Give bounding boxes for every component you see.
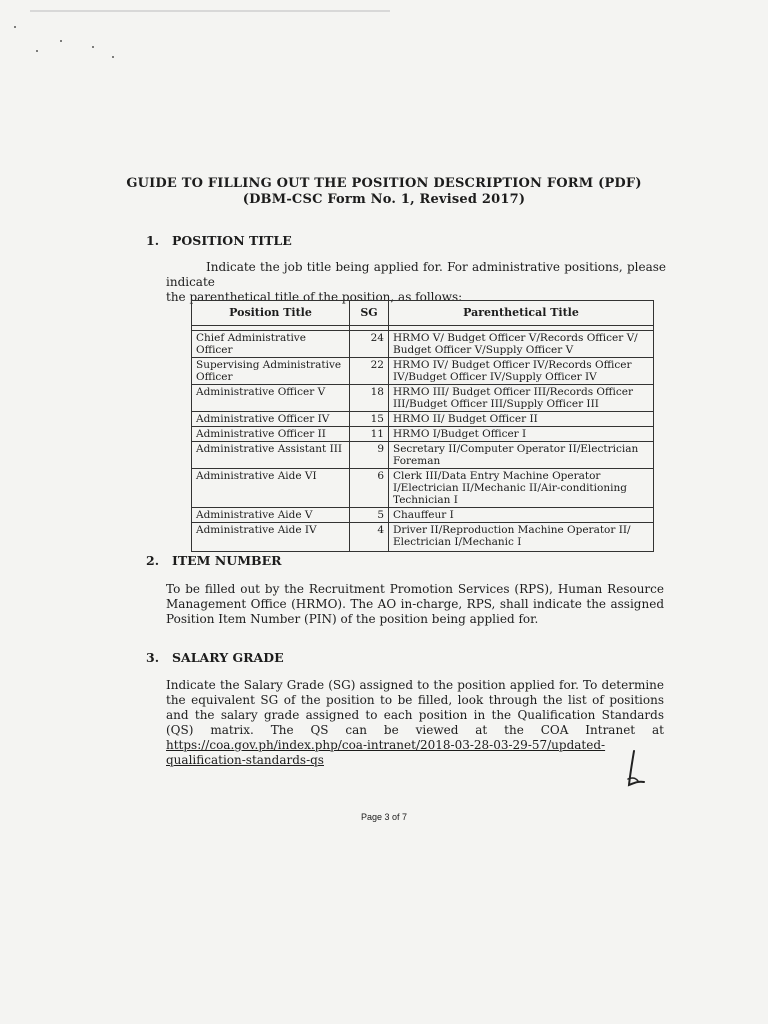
scan-artifact-line [30, 10, 390, 12]
sg-cell: 15 [350, 412, 389, 427]
header-position-title: Position Title [192, 301, 350, 326]
table-row [192, 523, 654, 552]
section-1-intro [166, 260, 666, 305]
section-number: 3. [146, 650, 160, 665]
intro-line-2: the parenthetical title of the position, as follows: [166, 290, 463, 304]
document-title-line1: GUIDE TO FILLING OUT THE POSITION DESCRIPTION FORM (PDF) [126, 176, 642, 191]
parenthetical-cell: HRMO I/Budget Officer I [389, 427, 654, 442]
header-parenthetical-title: Parenthetical Title [389, 301, 654, 326]
scan-speck [36, 50, 38, 52]
table-row [192, 331, 654, 358]
table-row [192, 358, 654, 385]
section-2-heading [146, 553, 282, 568]
sg-cell: 24 [350, 331, 389, 358]
parenthetical-cell: HRMO III/ Budget Officer III/Records Officer III/Budget Officer III/Supply Officer III [389, 385, 654, 412]
table-row [192, 469, 654, 508]
table-row [192, 427, 654, 442]
scan-speck [14, 26, 16, 28]
position-cell: Administrative Officer V [192, 385, 350, 412]
section-1-heading [146, 233, 292, 248]
parenthetical-cell: HRMO V/ Budget Officer V/Records Officer V/ Budget Officer V/Supply Officer V [389, 331, 654, 358]
position-cell: Administrative Aide VI [192, 469, 350, 508]
sg-cell: 6 [350, 469, 389, 508]
sg-cell: 4 [350, 523, 389, 552]
position-cell: Administrative Assistant III [192, 442, 350, 469]
table-header-row [192, 301, 654, 326]
section-3-body [166, 678, 664, 768]
parenthetical-cell: Chauffeur I [389, 508, 654, 523]
section-title: ITEM NUMBER [172, 553, 282, 568]
handwritten-mark-icon [620, 745, 660, 795]
scan-speck [112, 56, 114, 58]
sg-cell: 11 [350, 427, 389, 442]
position-cell: Administrative Aide V [192, 508, 350, 523]
table-row [192, 442, 654, 469]
intro-line-1: Indicate the job title being applied for. For administrative positions, please indicate [166, 260, 666, 289]
parenthetical-cell: Secretary II/Computer Operator II/Electrician Foreman [389, 442, 654, 469]
section-number: 1. [146, 233, 160, 248]
section-title: POSITION TITLE [172, 233, 292, 248]
position-title-table [191, 300, 654, 552]
parenthetical-cell: HRMO IV/ Budget Officer IV/Records Officer IV/Budget Officer IV/Supply Officer IV [389, 358, 654, 385]
section-2-body: To be filled out by the Recruitment Promotion Services (RPS), Human Resource Management Office (HRMO). The AO in-charge, RPS, shall indicate the assigned Position Item Number (PIN) of the position being applied for. [166, 582, 664, 626]
position-cell: Chief Administrative Officer [192, 331, 350, 358]
sg-cell: 5 [350, 508, 389, 523]
scan-speck [60, 40, 62, 42]
page-number: Page 3 of 7 [360, 812, 408, 822]
sg-cell: 9 [350, 442, 389, 469]
parenthetical-cell: HRMO II/ Budget Officer II [389, 412, 654, 427]
scan-speck [92, 46, 94, 48]
section-3-text: Indicate the Salary Grade (SG) assigned to the position applied for. To determine the equivalent SG of the position to be filled, look through the list of positions and the salary grade assigned to each position in the Qualification Standards (QS) matrix. The QS can be viewed at the COA Intranet at [166, 678, 664, 737]
parenthetical-cell: Clerk III/Data Entry Machine Operator I/Electrician II/Mechanic II/Air-conditioning Technician I [389, 469, 654, 508]
qs-intranet-link[interactable]: https://coa.gov.ph/index.php/coa-intranet/2018-03-28-03-29-57/updated-qualification-standards-qs [166, 738, 606, 767]
header-sg: SG [350, 301, 389, 326]
position-cell: Administrative Officer II [192, 427, 350, 442]
position-cell: Administrative Aide IV [192, 523, 350, 552]
table-row [192, 385, 654, 412]
position-cell: Administrative Officer IV [192, 412, 350, 427]
table-row [192, 412, 654, 427]
sg-cell: 22 [350, 358, 389, 385]
section-title: SALARY GRADE [172, 650, 284, 665]
document-title-line2: (DBM-CSC Form No. 1, Revised 2017) [242, 192, 526, 207]
section-number: 2. [146, 553, 160, 568]
parenthetical-cell: Driver II/Reproduction Machine Operator II/ Electrician I/Mechanic I [389, 523, 654, 552]
sg-cell: 18 [350, 385, 389, 412]
position-cell: Supervising Administrative Officer [192, 358, 350, 385]
section-3-heading [146, 650, 284, 665]
table-row [192, 508, 654, 523]
